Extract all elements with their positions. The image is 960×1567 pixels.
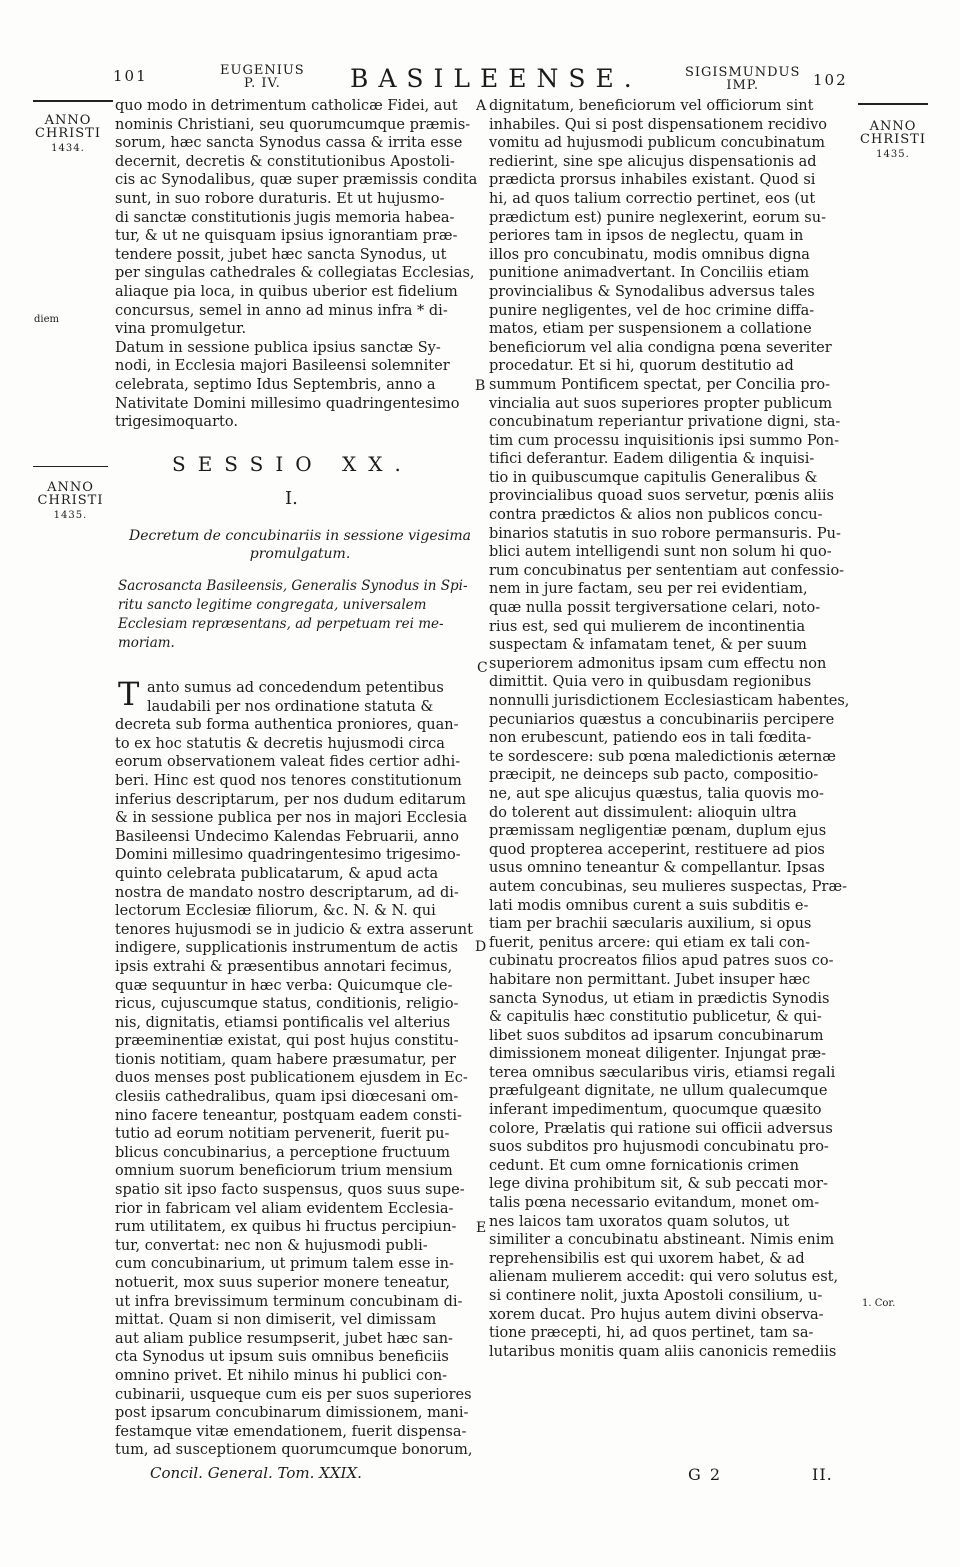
- margin-rule-left: [33, 100, 113, 102]
- footer-citation: Concil. General. Tom. XXIX.: [150, 1464, 362, 1482]
- text-line: provincialibus quoad suos servetur, pœnis aliis: [489, 488, 834, 505]
- text-line: superiorem admonitus ipsam cum effectu non: [489, 655, 827, 672]
- text-line: beri. Hinc est quod nos tenores constitutionum: [115, 772, 462, 789]
- text-line: concubinatum reperiantur privatione digni, sta-: [489, 414, 841, 431]
- text-line: lutaribus monitis quam aliis canonicis remediis: [489, 1343, 837, 1360]
- text-line: cum concubinarium, ut primum talem esse in-: [115, 1256, 454, 1273]
- text-line: quinto celebrata publicatarum, & apud acta: [115, 865, 439, 882]
- text-line: & in sessione publica per nos in majori Ecclesia: [115, 810, 468, 827]
- page-title: BASILEENSE.: [350, 64, 642, 93]
- text-line: Datum in sessione publica ipsius sanctæ Sy-: [115, 339, 441, 356]
- text-line: sancta Synodus, ut etiam in prædictis Synodis: [489, 990, 830, 1007]
- text-line: terea omnibus sæcularibus viris, etiamsi regali: [489, 1064, 836, 1081]
- text-line: post ipsarum concubinarum dimissionem, mani-: [115, 1405, 469, 1422]
- text-line: talis pœna necessario evitandum, monet om-: [489, 1195, 820, 1212]
- intro-line: Ecclesiam repræsentans, ad perpetuam rei me-: [118, 616, 444, 632]
- text-line: matos, etiam per suspensionem a collatione: [489, 321, 812, 338]
- text-line: sunt, in suo robore duraturis. Et ut hujusmo-: [115, 190, 445, 207]
- text-line: decreta sub forma authentica proniores, quan-: [115, 717, 459, 734]
- text-line: Domini millesimo quadringentesimo trigesimo-: [115, 847, 461, 864]
- text-line: suspectam & infamatam tenet, & per suum: [489, 637, 807, 654]
- text-line: clesiis cathedralibus, quam ipsi diœcesani om-: [115, 1089, 459, 1106]
- text-line: inhabiles. Qui si post dispensationem recidivo: [489, 116, 828, 133]
- text-line: blicus concubinarius, a perceptione fructuum: [115, 1144, 450, 1161]
- anno-word: CHRISTI: [860, 132, 926, 147]
- text-line: quæ sequuntur in hæc verba: Quicumque cle-: [115, 977, 453, 994]
- anno-word: ANNO: [47, 480, 94, 495]
- text-line: cubinatu procreatos filios apud patres suos co-: [489, 953, 834, 970]
- text-line: præmissam negligentiæ pœnam, duplum ejus: [489, 823, 827, 840]
- left-column-top: [115, 97, 478, 432]
- text-line: non erubescunt, patiendo eos in tali fœdita-: [489, 730, 812, 747]
- text-line: Nativitate Domini millesimo quadringentesimo: [115, 395, 460, 412]
- text-line: vincialia aut suos superiores propter publicum: [489, 395, 833, 412]
- text-line: si continere nolit, juxta Apostoli consilium, u-: [489, 1288, 823, 1304]
- margin-rule-right: [858, 103, 928, 105]
- text-line: ricus, cujuscumque status, conditionis, religio-: [115, 996, 459, 1013]
- text-line: nominis Christiani, seu quorumcumque præmis-: [115, 116, 471, 133]
- margin-note-right: 1. Cor.: [862, 1298, 896, 1309]
- text-line: libet suos subditos ad ipsarum concubinarum: [489, 1027, 824, 1044]
- decree-number: I.: [285, 488, 298, 509]
- text-line: prædictum est) punire neglexerint, eorum su-: [489, 209, 826, 226]
- text-line: cta Synodus ut ipsum suis omnibus beneficiis: [115, 1349, 449, 1366]
- text-line: ipsis extrahi & præsentibus annotari fecimus,: [115, 958, 453, 975]
- text-line: fuerit, penitus arcere: qui etiam ex tali con-: [489, 934, 810, 951]
- page-number-left: 101: [113, 67, 148, 85]
- anno-word: ANNO: [44, 113, 92, 128]
- text-line: laudabili per nos ordinatione statuta &: [147, 698, 434, 715]
- text-line: lege divina prohibitum sit, & sub peccati mor-: [489, 1176, 828, 1193]
- text-line: omnino privet. Et nihilo minus hi publici con-: [115, 1367, 448, 1384]
- session-heading: SESSIO XX.: [172, 452, 413, 476]
- drop-cap: T: [118, 675, 140, 713]
- text-line: omnium suorum beneficiorum trium mensium: [115, 1163, 453, 1180]
- text-line: tim cum processu inquisitionis ipsi summo Pon-: [489, 432, 840, 449]
- margin-rule-left-2: [33, 466, 108, 467]
- text-line: reprehensibilis est qui uxorem habet, & ad: [489, 1250, 805, 1267]
- section-letter-b: B: [475, 378, 486, 394]
- running-head-left-line1: EUGENIUS: [220, 63, 305, 78]
- left-column-body: [115, 675, 477, 1460]
- text-line: quod propterea acceperint, restituere ad pios: [489, 841, 825, 858]
- text-line: lectorum Ecclesiæ filiorum, &c. N. & N. qui: [115, 903, 436, 920]
- text-line: nem in jure factam, seu per rei evidentiam,: [489, 581, 808, 598]
- text-line: Basileensi Undecimo Kalendas Februarii, anno: [115, 828, 460, 845]
- text-line: vina promulgetur.: [115, 321, 247, 338]
- text-line: concursus, semel in anno ad minus infra * di-: [115, 302, 448, 319]
- text-line: tenores hujusmodi se in judicio & extra asserunt: [115, 921, 473, 938]
- text-line: rior in fabricam vel aliam evidentem Ecclesia-: [115, 1200, 454, 1217]
- running-head-left: [220, 64, 305, 90]
- decree-intro: [118, 577, 478, 653]
- text-line: ut infra brevissimum terminum concubinam di-: [115, 1293, 463, 1310]
- text-line: contra prædictos & alios non publicos concu-: [489, 507, 823, 524]
- text-line: to ex hoc statutis & decretis hujusmodi circa: [115, 735, 445, 752]
- text-line: habitare non permittant. Jubet insuper hæc: [489, 971, 811, 988]
- text-line: vomitu ad hujusmodi publicum concubinatum: [489, 135, 826, 152]
- page-number-right: 102: [813, 71, 848, 89]
- text-line: di sanctæ constitutionis jugis memoria habea-: [115, 209, 455, 226]
- text-line: dimissionem moneat diligenter. Injungat præ-: [489, 1046, 827, 1063]
- text-line: celebrata, septimo Idus Septembris, anno a: [115, 376, 436, 393]
- anno-word: ANNO: [869, 119, 917, 134]
- text-line: nodi, in Ecclesia majori Basileensi solemniter: [115, 358, 450, 375]
- text-line: usus omnino teneantur & compellantur. Ipsas: [489, 860, 825, 877]
- running-head-right-line1: SIGISMUNDUS: [685, 65, 801, 80]
- running-head-left-line2: P. IV.: [243, 76, 281, 91]
- text-line: eorum observationem valeat fides certior adhi-: [115, 754, 461, 771]
- text-line: xorem ducat. Pro hujus autem divini observa-: [489, 1306, 824, 1323]
- text-line: tio in quibuscumque capitulis Generalibus &: [489, 469, 818, 486]
- running-head-right: [685, 66, 800, 92]
- text-line: ne, aut spe alicujus quæstus, talia quovis mo-: [489, 785, 824, 802]
- text-line: inferius descriptarum, per nos dudum editarum: [115, 791, 466, 808]
- text-line: te sordescere: sub pœna maledictionis æternæ: [489, 748, 836, 765]
- intro-line: moriam.: [118, 635, 175, 651]
- text-line: cis ac Synodalibus, quæ super præmissis condita: [115, 172, 478, 189]
- text-line: tifici deferantur. Eadem diligentia & inquisi-: [489, 451, 815, 468]
- margin-anno-left-2: [33, 481, 108, 522]
- text-line: rius est, sed qui mulierem de incontinentia: [489, 618, 806, 635]
- intro-line: Sacrosancta Basileensis, Generalis Synodus in Spi-: [118, 578, 468, 594]
- text-line: punire negligentes, vel de hoc crimine diffa-: [489, 302, 815, 319]
- text-line: procedatur. Et si hi, quorum destitutio ad: [489, 358, 794, 375]
- text-line: punitione animadvertant. In Conciliis etiam: [489, 265, 810, 282]
- section-letter-e: E: [476, 1220, 487, 1236]
- anno-word: CHRISTI: [37, 493, 104, 508]
- text-line: præfulgeant dignitate, ne ullum qualecumque: [489, 1083, 828, 1100]
- text-line: anto sumus ad concedendum petentibus: [147, 680, 444, 696]
- text-line: prædicta prorsus inhabiles existant. Quod si: [489, 172, 816, 189]
- text-line: nes laicos tam uxoratos quam solutos, ut: [489, 1213, 790, 1230]
- text-line: nis, dignitatis, etiamsi pontificalis vel alterius: [115, 1014, 451, 1031]
- text-line: sorum, hæc sancta Synodus cassa & irrita esse: [115, 135, 463, 152]
- text-line: tutio ad eorum notitiam pervenerit, fuerit pu-: [115, 1126, 450, 1143]
- text-line: colore, Prælatis qui ratione sui officii adversus: [489, 1120, 833, 1137]
- text-line: beneficiorum vel alia condigna pœna severiter: [489, 339, 832, 356]
- text-line: nonnulli jurisdictionem Ecclesiasticam habentes,: [489, 693, 850, 709]
- text-line: periores tam in ipsos de neglectu, quam in: [489, 228, 804, 245]
- text-line: indigere, supplicationis instrumentum de actis: [115, 940, 458, 957]
- right-column: [489, 97, 855, 1361]
- text-line: dignitatum, beneficiorum vel officiorum sint: [489, 98, 814, 114]
- decree-title-line: promulgatum.: [249, 546, 351, 562]
- text-line: aliaque pia loca, in quibus uberior est fidelium: [115, 283, 458, 300]
- section-letter-c: C: [477, 660, 488, 676]
- margin-anno-right-1: [858, 120, 928, 161]
- decree-title-line: Decretum de concubinariis in sessione vigesima: [129, 528, 471, 544]
- text-line: spatio sit ipso facto suspensus, quos suus supe-: [115, 1182, 465, 1199]
- text-line: festamque vitæ emendationem, fuerit dispensa-: [115, 1423, 467, 1440]
- text-line: per singulas cathedrales & collegiatas Ecclesias,: [115, 265, 475, 282]
- text-line: pecuniarios quæstus a concubinariis percipere: [489, 711, 835, 728]
- text-line: lati modis omnibus curent a suis subditis e-: [489, 897, 809, 914]
- text-line: provincialibus & Synodalibus adversus tales: [489, 283, 815, 300]
- text-line: blici autem intelligendi sunt non solum hi quo-: [489, 544, 832, 561]
- anno-year: 1434.: [51, 143, 85, 154]
- text-line: rum concubinatus per sententiam aut confessio-: [489, 562, 845, 579]
- text-line: rum utilitatem, ex quibus hi fructus percipiun-: [115, 1219, 457, 1236]
- decree-title: [120, 527, 480, 563]
- margin-anno-left-1: [33, 114, 103, 155]
- text-line: tur, convertat: nec non & hujusmodi publi-: [115, 1237, 428, 1254]
- margin-note-left: diem: [34, 314, 59, 325]
- text-line: trigesimoquarto.: [115, 414, 238, 431]
- text-line: similiter a concubinatu abstineant. Nimis enim: [489, 1232, 835, 1249]
- text-line: hi, ad quos talium correctio pertinet, eos (ut: [489, 190, 816, 207]
- text-line: redierint, sine spe alicujus dispensationis ad: [489, 153, 817, 170]
- section-letter-d: D: [475, 939, 487, 955]
- text-line: quæ nulla possit tergiversatione celari, noto-: [489, 600, 821, 617]
- text-line: nostra de mandato nostro descriptarum, ad di-: [115, 884, 459, 901]
- text-line: quo modo in detrimentum catholicæ Fidei, aut: [115, 98, 458, 114]
- text-line: præcipit, ne deinceps sub pacto, compositio-: [489, 767, 819, 784]
- text-line: præeminentiæ existat, qui post hujus constitu-: [115, 1033, 459, 1050]
- text-line: aut aliam publice resumpserit, jubet hæc san-: [115, 1330, 453, 1347]
- text-line: notuerit, mox suus superior monere teneatur,: [115, 1275, 450, 1291]
- text-line: tendere possit, jubet hæc sancta Synodus, ut: [115, 246, 447, 263]
- text-line: tur, & ut ne quisquam ipsius ignorantiam præ-: [115, 228, 458, 245]
- text-line: duos menses post publicationem ejusdem in Ec-: [115, 1070, 468, 1087]
- signature-mark: G 2: [688, 1465, 723, 1484]
- text-line: summum Pontificem spectat, per Concilia pro-: [489, 376, 831, 393]
- anno-year: 1435.: [876, 149, 910, 160]
- text-line: nino facere teneantur, postquam eadem consti-: [115, 1107, 462, 1124]
- text-line: tiam per brachii sæcularis auxilium, si opus: [489, 916, 812, 933]
- text-line: autem concubinas, seu mulieres suspectas, Præ-: [489, 878, 847, 895]
- text-line: dimittit. Quia vero in quibusdam regionibus: [489, 674, 812, 691]
- text-line: tione præcepti, hi, ad quos pertinet, tam sa-: [489, 1325, 814, 1342]
- text-line: cubinarii, usqueque cum eis per suos superiores: [115, 1386, 472, 1403]
- text-line: alienam mulierem accedit: qui vero solutus est,: [489, 1269, 839, 1286]
- running-head-right-line2: IMP.: [726, 78, 760, 93]
- text-line: cedunt. Et cum omne fornicationis crimen: [489, 1157, 799, 1174]
- text-line: tum, ad susceptionem quorumcumque bonorum,: [115, 1442, 473, 1459]
- text-line: illos pro concubinatu, modis omnibus digna: [489, 246, 810, 263]
- text-line: mittat. Quam si non dimiserit, vel dimissam: [115, 1312, 437, 1329]
- text-line: do tolerent aut dissimulent: alioquin ultra: [489, 804, 797, 821]
- text-line: & capitulis hæc constitutio publicetur, & qui-: [489, 1009, 822, 1026]
- section-letter-a: A: [476, 98, 487, 114]
- anno-word: CHRISTI: [35, 126, 101, 141]
- anno-year: 1435.: [53, 510, 88, 521]
- text-line: inferant impedimentum, quocumque quæsito: [489, 1102, 822, 1119]
- catchword: II.: [812, 1465, 833, 1484]
- text-line: decernit, decretis & constitutionibus Apostoli-: [115, 153, 455, 170]
- intro-line: ritu sancto legitime congregata, universalem: [118, 597, 427, 613]
- text-line: binarios statutis in suo robore permansuris. Pu-: [489, 525, 841, 542]
- text-line: suos subditos pro hujusmodi concubinatu pro-: [489, 1139, 829, 1156]
- text-line: tionis notitiam, quam habere præsumatur, per: [115, 1051, 456, 1068]
